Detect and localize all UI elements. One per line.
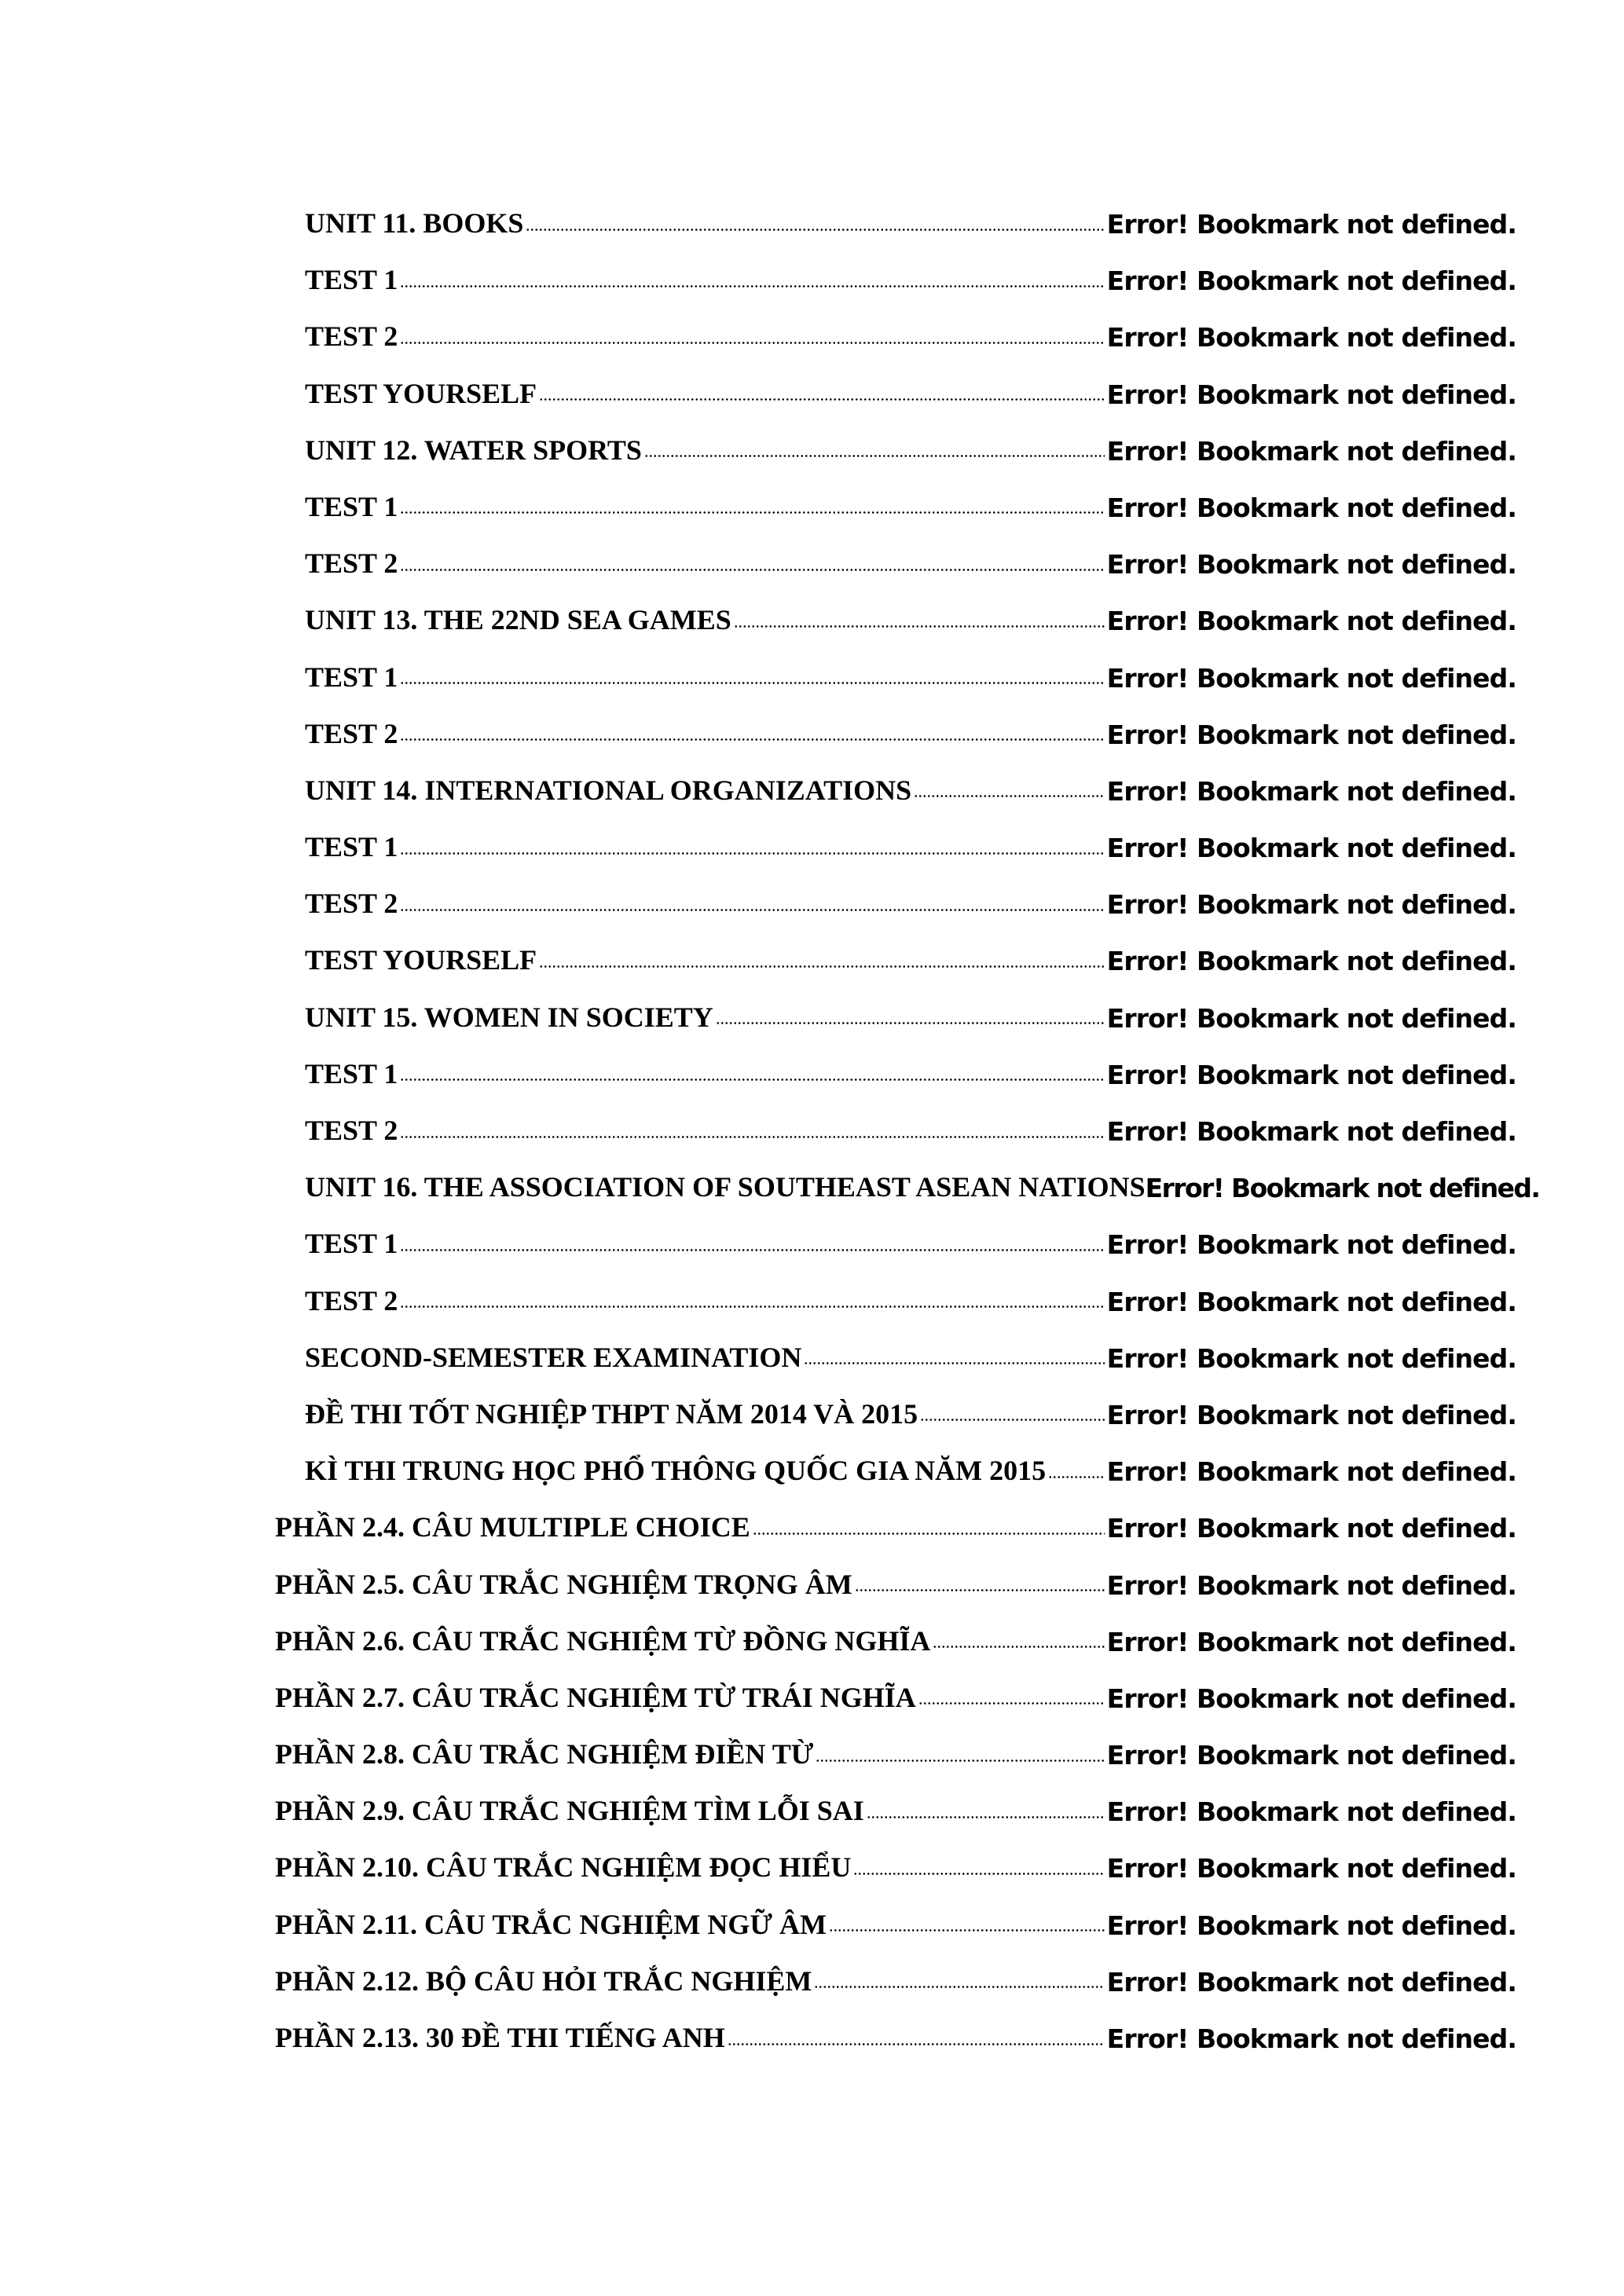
toc-entry-title[interactable]: TEST YOURSELF: [305, 944, 537, 976]
toc-dot-leader: [914, 793, 1105, 800]
toc-entry-title[interactable]: PHẦN 2.6. CÂU TRẮC NGHIỆM TỪ ĐỒNG NGHĨA: [275, 1624, 931, 1657]
toc-entry[interactable]: [0, 1781, 1624, 1837]
toc-entry-line: [305, 704, 1516, 748]
toc-entry-page-ref[interactable]: Error! Bookmark not defined.: [1106, 1059, 1516, 1090]
toc-entry-page-ref[interactable]: Error! Bookmark not defined.: [1106, 775, 1516, 807]
toc-entry-title[interactable]: SECOND-SEMESTER EXAMINATION: [305, 1341, 802, 1373]
toc-entry[interactable]: [0, 1271, 1624, 1327]
toc-entry-page-ref[interactable]: Error! Bookmark not defined.: [1106, 1229, 1516, 1261]
toc-entry-line: [305, 306, 1516, 353]
toc-entry[interactable]: [0, 1327, 1624, 1384]
toc-entry-line: [305, 420, 1516, 467]
toc-entry-page-ref[interactable]: Error! Bookmark not defined.: [1106, 946, 1516, 977]
toc-entry-line: [305, 760, 1516, 807]
toc-entry-line: [275, 1724, 1516, 1771]
toc-dot-leader: [400, 510, 1104, 516]
toc-entry[interactable]: [0, 1214, 1624, 1270]
toc-dot-leader: [734, 623, 1105, 629]
toc-entry-page-ref[interactable]: Error! Bookmark not defined.: [1106, 1853, 1516, 1884]
toc-entry-line: [305, 193, 1516, 240]
toc-dot-leader: [400, 283, 1104, 289]
toc-entry-page-ref[interactable]: Error! Bookmark not defined.: [1106, 322, 1516, 353]
toc-entry[interactable]: [0, 1724, 1624, 1781]
toc-entry-title[interactable]: TEST 2: [305, 320, 398, 353]
toc-entry-page-ref[interactable]: Error! Bookmark not defined.: [1106, 1002, 1516, 1034]
toc-entry[interactable]: [0, 1895, 1624, 1951]
toc-dot-leader: [400, 906, 1104, 913]
toc-entry-line: [305, 1327, 1516, 1374]
toc-entry-page-ref[interactable]: Error! Bookmark not defined.: [1145, 1173, 1540, 1204]
toc-entry[interactable]: [0, 1384, 1624, 1441]
toc-entry-page-ref[interactable]: Error! Bookmark not defined.: [1106, 1683, 1516, 1714]
toc-entry-line: [275, 2008, 1516, 2052]
toc-entry-page-ref[interactable]: Error! Bookmark not defined.: [1106, 833, 1516, 864]
toc-entry-line: [305, 477, 1516, 521]
toc-dot-leader: [728, 2041, 1105, 2047]
toc-dot-leader: [400, 737, 1104, 743]
toc-entry-title[interactable]: PHẦN 2.7. CÂU TRẮC NGHIỆM TỪ TRÁI NGHĨA: [275, 1681, 916, 1713]
toc-dot-leader: [400, 850, 1104, 856]
toc-dot-leader: [853, 1870, 1104, 1877]
toc-entry-line: [305, 647, 1516, 694]
toc-entry-page-ref[interactable]: Error! Bookmark not defined.: [1106, 1966, 1516, 1998]
toc-entry-page-ref[interactable]: Error! Bookmark not defined.: [1106, 606, 1516, 637]
toc-dot-leader: [829, 1928, 1105, 1934]
toc-entry-title[interactable]: TEST 1: [305, 1228, 398, 1260]
toc-entry-page-ref[interactable]: Error! Bookmark not defined.: [1106, 435, 1516, 467]
toc-entry-title[interactable]: PHẦN 2.10. CÂU TRẮC NGHIỆM ĐỌC HIỂU: [275, 1851, 852, 1884]
toc-entry-title[interactable]: UNIT 11. BOOKS: [305, 207, 524, 239]
toc-dot-leader: [644, 453, 1105, 460]
toc-dot-leader: [400, 680, 1104, 687]
toc-entry-title[interactable]: PHẦN 2.11. CÂU TRẮC NGHIỆM NGỮ ÂM: [275, 1908, 827, 1940]
toc-entry-line: [305, 1044, 1516, 1088]
toc-entry-title[interactable]: KÌ THI TRUNG HỌC PHỔ THÔNG QUỐC GIA NĂM 2015: [305, 1455, 1047, 1487]
toc-dot-leader: [918, 1701, 1105, 1707]
toc-entry-title[interactable]: UNIT 13. THE 22ND SEA GAMES: [305, 604, 731, 636]
toc-entry[interactable]: [0, 477, 1624, 533]
toc-entry-title[interactable]: PHẦN 2.5. CÂU TRẮC NGHIỆM TRỌNG ÂM: [275, 1568, 852, 1600]
toc-entry-title[interactable]: TEST 2: [305, 1115, 398, 1146]
toc-entry-page-ref[interactable]: Error! Bookmark not defined.: [1106, 1626, 1516, 1657]
toc-entry-line: [275, 1668, 1516, 1712]
toc-entry-title[interactable]: ĐỀ THI TỐT NGHIỆP THPT NĂM 2014 VÀ 2015: [305, 1397, 918, 1430]
toc-dot-leader: [539, 963, 1105, 969]
toc-entry-page-ref[interactable]: Error! Bookmark not defined.: [1106, 492, 1516, 523]
toc-dot-leader: [539, 397, 1105, 403]
toc-entry-line: [275, 1895, 1516, 1939]
toc-entry-page-ref[interactable]: Error! Bookmark not defined.: [1106, 209, 1516, 240]
toc-entry-line: [305, 364, 1516, 408]
toc-dot-leader: [816, 1757, 1104, 1763]
toc-entry[interactable]: [0, 420, 1624, 477]
toc-entry-page-ref[interactable]: Error! Bookmark not defined.: [1106, 1342, 1516, 1374]
toc-entry-line: [305, 873, 1516, 921]
toc-entry-title[interactable]: TEST YOURSELF: [305, 377, 537, 409]
toc-entry-page-ref[interactable]: Error! Bookmark not defined.: [1106, 1910, 1516, 1941]
toc-entry-page-ref[interactable]: Error! Bookmark not defined.: [1106, 265, 1516, 297]
toc-entry-line: [305, 1157, 1540, 1204]
toc-entry-line: [305, 590, 1516, 637]
toc-entry-title[interactable]: TEST 2: [305, 1284, 398, 1316]
toc-entry[interactable]: [0, 1837, 1624, 1894]
toc-dot-leader: [400, 1247, 1104, 1253]
toc-entry[interactable]: [0, 817, 1624, 873]
toc-entry[interactable]: [0, 704, 1624, 760]
toc-entry-title[interactable]: TEST 1: [305, 831, 398, 863]
toc-dot-leader: [716, 1020, 1105, 1027]
toc-entry-line: [305, 1271, 1516, 1315]
toc-entry[interactable]: [0, 364, 1624, 420]
toc-entry-page-ref[interactable]: Error! Bookmark not defined.: [1106, 2023, 1516, 2054]
table-of-contents: [0, 193, 1624, 2064]
toc-entry-title[interactable]: PHẦN 2.8. CÂU TRẮC NGHIỆM ĐIỀN TỪ: [275, 1738, 814, 1771]
toc-entry-line: [305, 1384, 1516, 1428]
toc-dot-leader: [400, 1077, 1104, 1083]
toc-dot-leader: [400, 1133, 1104, 1140]
toc-entry-title[interactable]: PHẦN 2.9. CÂU TRẮC NGHIỆM TÌM LỖI SAI: [275, 1795, 864, 1827]
toc-dot-leader: [920, 1417, 1105, 1423]
toc-entry-page-ref[interactable]: Error! Bookmark not defined.: [1106, 1116, 1516, 1147]
toc-entry-title[interactable]: TEST 1: [305, 490, 398, 522]
toc-entry-title[interactable]: TEST 1: [305, 661, 398, 693]
toc-entry-title[interactable]: UNIT 16. THE ASSOCIATION OF SOUTHEAST ASEAN NATIONS: [305, 1171, 1146, 1203]
toc-entry[interactable]: [0, 1157, 1624, 1214]
toc-entry[interactable]: [0, 533, 1624, 590]
toc-entry[interactable]: [0, 1044, 1624, 1100]
toc-entry-title[interactable]: PHẦN 2.12. BỘ CÂU HỎI TRẮC NGHIỆM: [275, 1965, 812, 1997]
toc-entry-title[interactable]: TEST 1: [305, 264, 398, 296]
toc-entry[interactable]: [0, 2008, 1624, 2064]
toc-entry[interactable]: [0, 1611, 1624, 1668]
toc-dot-leader: [400, 566, 1104, 573]
toc-entry-line: [275, 1781, 1516, 1828]
toc-dot-leader: [1048, 1474, 1105, 1480]
toc-entry-line: [305, 930, 1516, 977]
toc-entry-line: [275, 1554, 1516, 1601]
toc-entry[interactable]: [0, 1554, 1624, 1611]
toc-dot-leader: [855, 1587, 1105, 1594]
toc-entry-page-ref[interactable]: Error! Bookmark not defined.: [1106, 1569, 1516, 1601]
toc-entry-line: [305, 817, 1516, 864]
toc-entry-line: [305, 250, 1516, 297]
toc-entry-line: [305, 1214, 1516, 1261]
toc-dot-leader: [933, 1644, 1104, 1650]
toc-entry-page-ref[interactable]: Error! Bookmark not defined.: [1106, 1399, 1516, 1430]
toc-entry-line: [305, 987, 1516, 1034]
toc-entry[interactable]: [0, 193, 1624, 250]
toc-entry-line: [275, 1611, 1516, 1655]
toc-entry[interactable]: [0, 1668, 1624, 1724]
toc-entry[interactable]: [0, 1497, 1624, 1554]
toc-entry[interactable]: [0, 1441, 1624, 1497]
toc-entry-title[interactable]: TEST 2: [305, 888, 398, 920]
toc-entry-line: [305, 533, 1516, 580]
toc-entry-title[interactable]: TEST 2: [305, 547, 398, 580]
toc-entry-line: [275, 1837, 1516, 1884]
toc-entry[interactable]: [0, 647, 1624, 704]
toc-dot-leader: [804, 1360, 1104, 1367]
toc-entry[interactable]: [0, 760, 1624, 817]
toc-entry-page-ref[interactable]: Error! Bookmark not defined.: [1106, 1456, 1516, 1488]
toc-entry[interactable]: [0, 1951, 1624, 2008]
toc-entry[interactable]: [0, 590, 1624, 646]
toc-entry-line: [305, 1100, 1516, 1147]
toc-entry-page-ref[interactable]: Error! Bookmark not defined.: [1106, 662, 1516, 694]
toc-entry-line: [275, 1497, 1516, 1544]
toc-dot-leader: [400, 1304, 1104, 1310]
toc-entry-title[interactable]: PHẦN 2.4. CÂU MULTIPLE CHOICE: [275, 1511, 750, 1543]
toc-entry-line: [305, 1441, 1516, 1488]
toc-entry[interactable]: [0, 1100, 1624, 1157]
toc-entry[interactable]: [0, 873, 1624, 930]
toc-entry-page-ref[interactable]: Error! Bookmark not defined.: [1106, 719, 1516, 750]
toc-entry-page-ref[interactable]: Error! Bookmark not defined.: [1106, 889, 1516, 921]
toc-entry-page-ref[interactable]: Error! Bookmark not defined.: [1106, 1513, 1516, 1544]
toc-entry-title[interactable]: TEST 2: [305, 717, 398, 749]
toc-entry-title[interactable]: UNIT 15. WOMEN IN SOCIETY: [305, 1001, 713, 1033]
toc-dot-leader: [867, 1814, 1105, 1820]
toc-entry[interactable]: [0, 930, 1624, 987]
toc-entry-page-ref[interactable]: Error! Bookmark not defined.: [1106, 1286, 1516, 1317]
toc-dot-leader: [526, 226, 1104, 233]
toc-entry-page-ref[interactable]: Error! Bookmark not defined.: [1106, 379, 1516, 410]
toc-entry[interactable]: [0, 306, 1624, 363]
toc-entry-page-ref[interactable]: Error! Bookmark not defined.: [1106, 1740, 1516, 1771]
toc-entry-line: [275, 1951, 1516, 1998]
toc-entry-page-ref[interactable]: Error! Bookmark not defined.: [1106, 1796, 1516, 1828]
toc-dot-leader: [753, 1530, 1105, 1536]
toc-entry-title[interactable]: TEST 1: [305, 1057, 398, 1089]
toc-entry-page-ref[interactable]: Error! Bookmark not defined.: [1106, 549, 1516, 580]
toc-entry-title[interactable]: UNIT 12. WATER SPORTS: [305, 434, 642, 466]
toc-dot-leader: [814, 1984, 1104, 1990]
toc-entry-title[interactable]: UNIT 14. INTERNATIONAL ORGANIZATIONS: [305, 774, 912, 806]
toc-entry[interactable]: [0, 987, 1624, 1044]
toc-dot-leader: [400, 339, 1104, 346]
toc-entry[interactable]: [0, 250, 1624, 306]
toc-entry-title[interactable]: PHẦN 2.13. 30 ĐỀ THI TIẾNG ANH: [275, 2022, 725, 2053]
